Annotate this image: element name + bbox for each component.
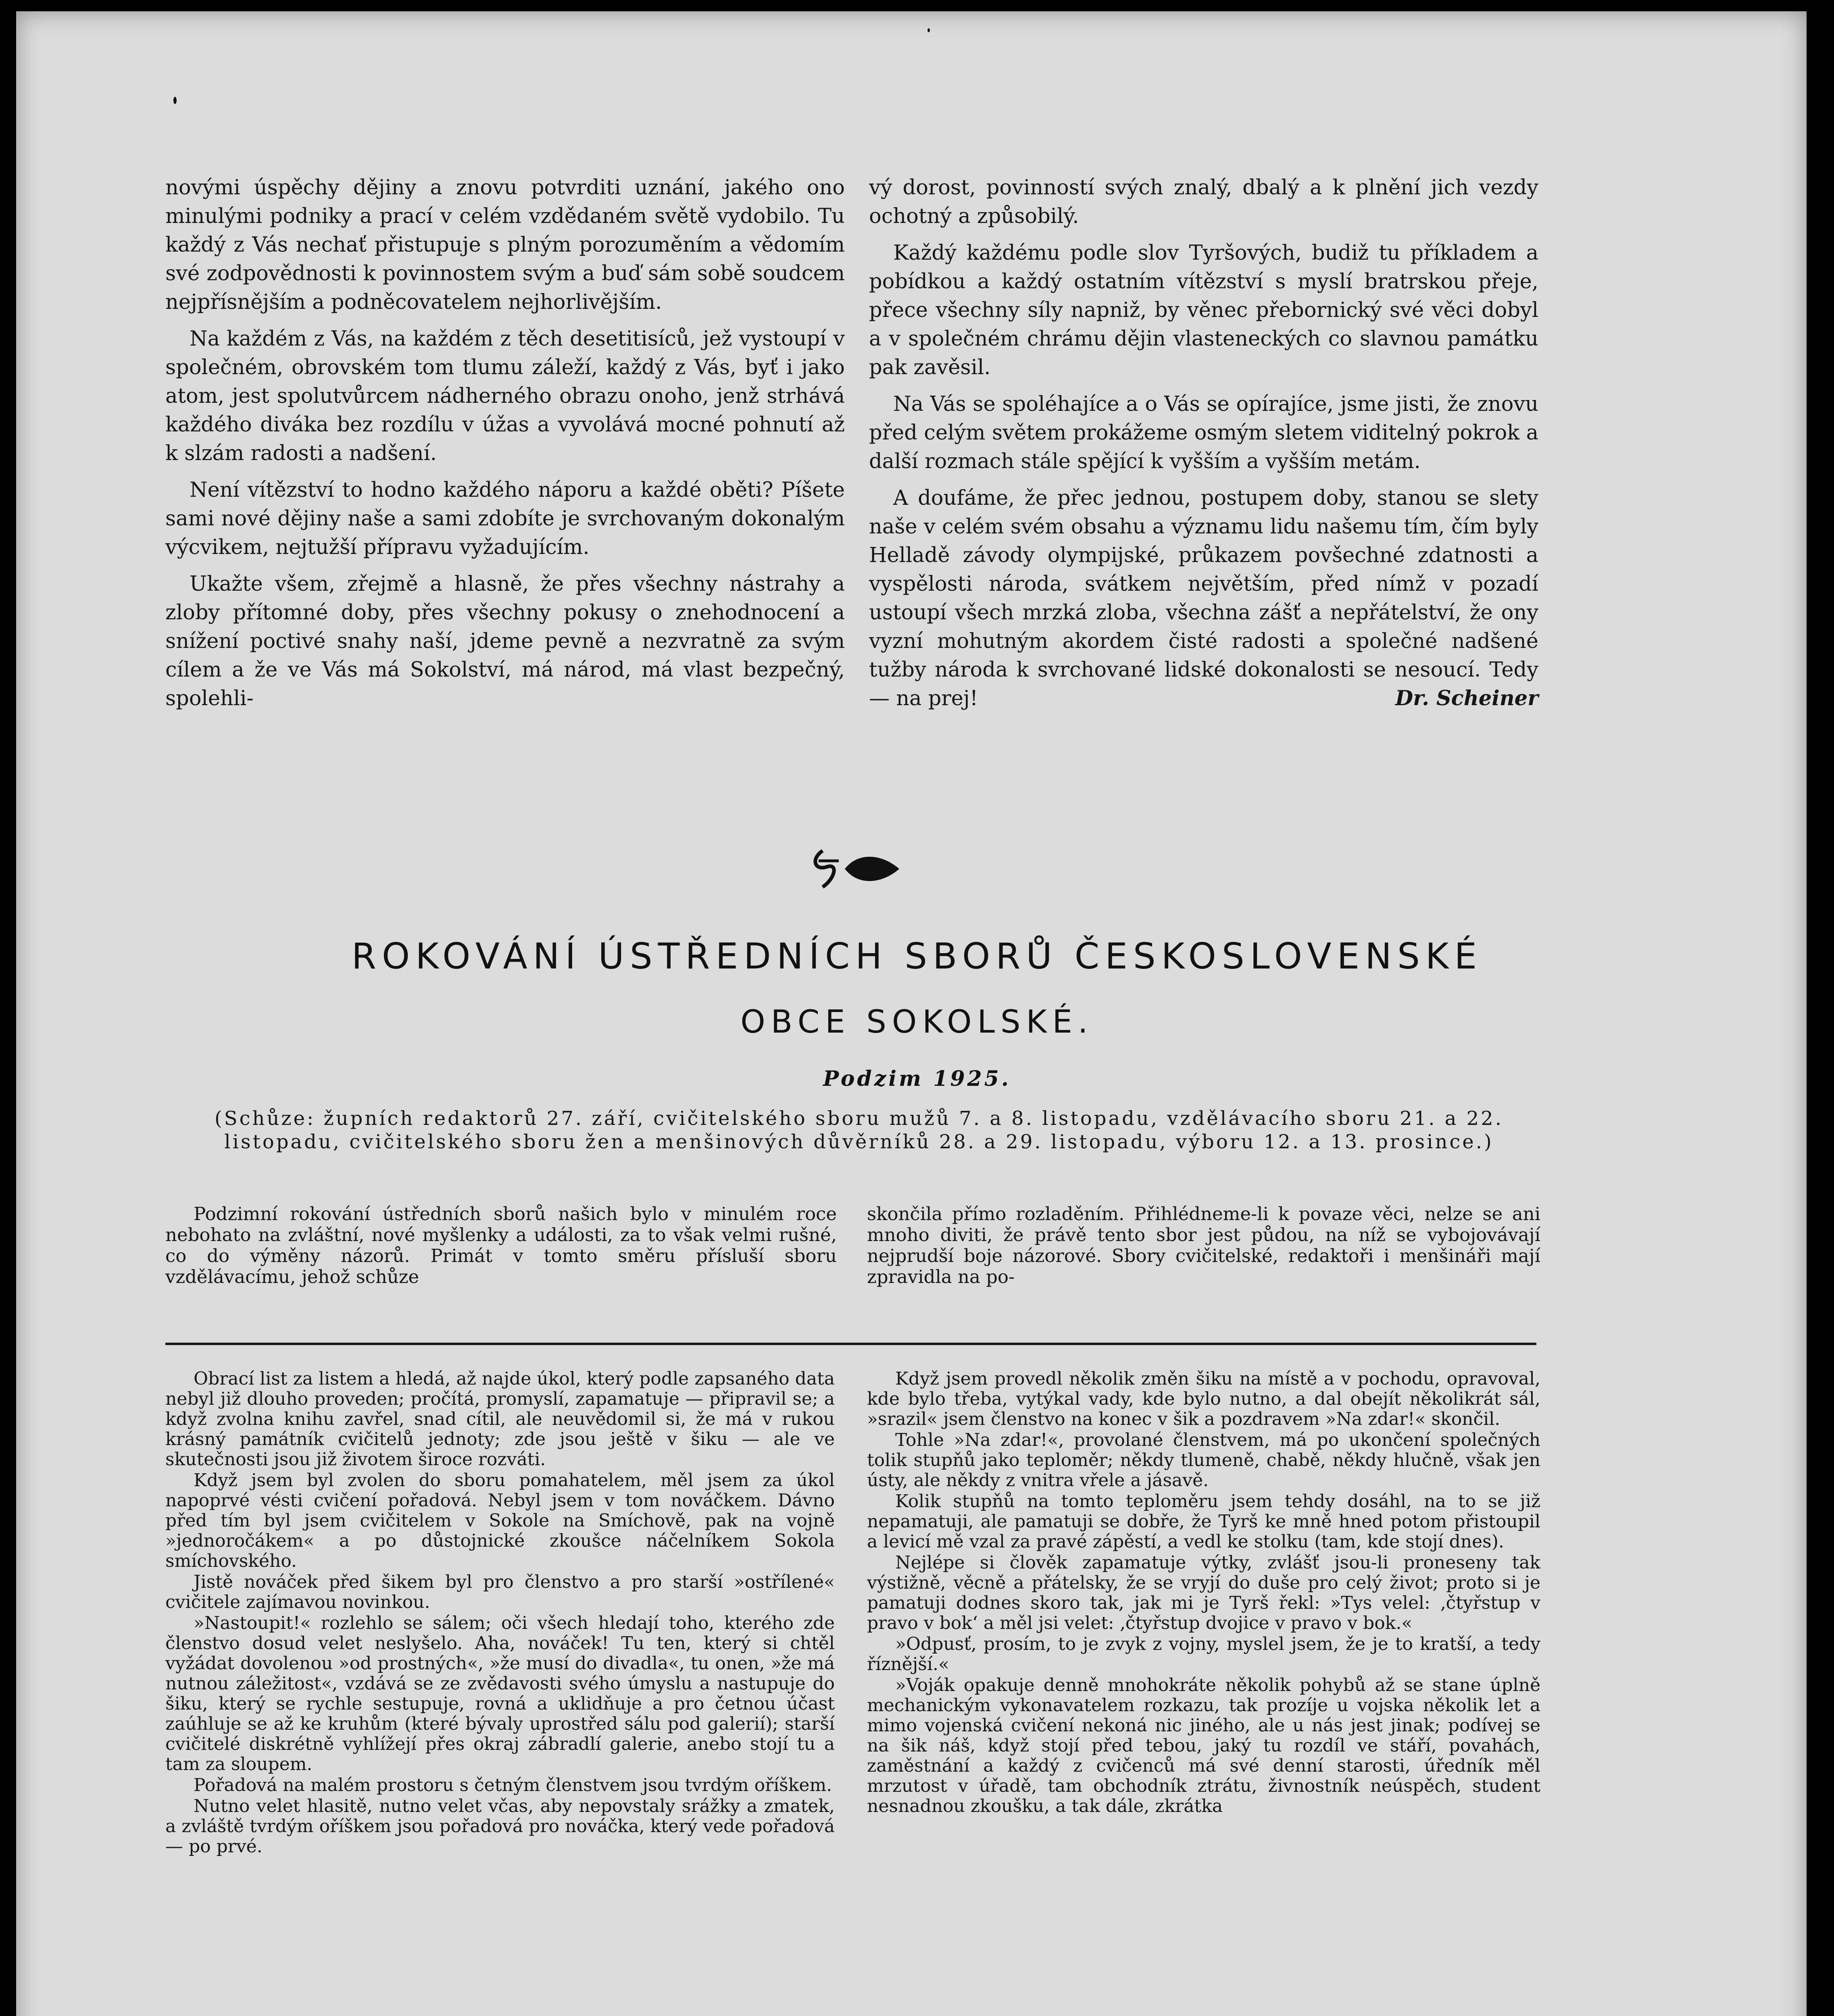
paragraph: novými úspěchy dějiny a znovu potvrditi uznání, jakého ono minulými podniky a prací v celém vzdědaném světě vydobilo. Tu každý z Vás nechať přistupuje s plným porozuměním a vědomím své zodpovědnosti k povinnostem svým a buď sám sobě soudcem nejpřísnějším a podněcovatelem nejhorlivějším. [165, 176, 845, 314]
paragraph: Není vítězství to hodno každého náporu a každé oběti? Píšete sami nové dějiny naše a sami zdobíte je svrchovaným dokonalým výcvikem, nejtužší přípravu vyžadujícím. [165, 478, 845, 559]
paragraph: Ukažte všem, zřejmě a hlasně, že přes všechny nástrahy a zloby přítomné doby, přes všechny pokusy o znehodnocení a snížení poctivé snahy naší, jdeme pevně a nezvratně za svým cílem a že ve Vás má Sokolství, má národ, má vlast bezpečný, spolehli- [165, 572, 845, 710]
article-title: ROKOVÁNÍ ÚSTŘEDNÍCH SBORŮ ČESKOSLOVENSKÉ [351, 935, 1483, 977]
leaf-ornament-icon [807, 843, 907, 895]
memoir-column-left [165, 1369, 835, 1857]
paragraph: »Voják opakuje denně mnohokráte několik pohybů až se stane úplně mechanickým vykonavatelem rozkazu, tak prozíje u vojska několik let a mimo vojenská cvičení nekoná nic jiného, ale u nás jest jinak; podívej se na šik náš, když stojí před tebou, jaký tu rozdíl ve stáří, povahách, zaměstnání a každý z cvičenců má své denní starosti, úředník měl mrzutost v úřadě, tam obchodník ztrátu, živnostník neúspěch, student nesnadnou zkoušku, a tak dále, zkrátka [867, 1675, 1540, 1816]
scan-speck [173, 97, 177, 104]
paragraph: Kolik stupňů na tomto teploměru jsem tehdy dosáhl, na to se již nepamatuji, ale pamatuji se dobře, že Tyrš ke mně hned potom přistoupil a levicí mě vzal za pravé zápěstí, a vedl ke stolku (tam, kde stojí dnes). [867, 1491, 1540, 1552]
paragraph: Pořadová na malém prostoru s četným členstvem jsou tvrdým oříškem. [194, 1775, 832, 1795]
author-signature: Dr. Scheiner [1395, 686, 1538, 710]
paragraph: Jistě nováček před šikem byl pro členstvo a pro starší »ostřílené« cvičitele zajímavou novinkou. [165, 1572, 835, 1612]
paragraph: Když jsem byl zvolen do sboru pomahatelem, měl jsem za úkol napoprvé vésti cvičení pořadová. Nebyl jsem v tom nováčkem. Dávno před tím byl jsem cvičitelem v Sokole na Smíchově, pak na vojně »jednoročákem« a po důstojnické zkoušce náčelníkem Sokola smíchovského. [165, 1470, 835, 1571]
paragraph: Nejlépe si člověk zapamatuje výtky, zvlášť jsou-li proneseny tak výstižně, věcně a přátelsky, že se vryjí do duše pro celý život; proto si je pamatuji dodnes skoro tak, jak mi je Tyrš řekl: »Tys velel: ‚čtyřstup v pravo v bok‘ a měl jsi velet: ‚čtyřstup dvojice v pravo v bok.« [867, 1552, 1540, 1633]
intro-column-left [165, 1204, 837, 1287]
paragraph: Obrací list za listem a hledá, až najde úkol, který podle zapsaného data nebyl již dlouho proveden; pročítá, promyslí, zapamatuje — připravil se; a když zvolna knihu zavřel, snad cítil, ale neuvědomil si, že má v rukou krásný památník cvičitelů jednoty; zde jsou ještě v šiku — ale ve skutečnosti jsou již životem široce rozváti. [165, 1368, 835, 1470]
scan-speck [927, 28, 930, 32]
paragraph: »Odpusť, prosím, to je zvyk z vojny, myslel jsem, že je to kratší, a tedy říznější.« [867, 1634, 1540, 1674]
paragraph: Podzimní rokování ústředních sborů našich bylo v minulém roce nebohato na zvláštní, nové myšlenky a události, za to však velmi rušné, co do výměny názorů. Primát v tomto směru přísluší sboru vzdělávacímu, jehož schůze [165, 1203, 837, 1287]
paragraph: vý dorost, povinností svých znalý, dbalý a k plnění jich vezdy ochotný a způsobilý. [869, 176, 1538, 228]
intro-column-right [867, 1204, 1540, 1287]
memoir-column-right [867, 1369, 1540, 1816]
paragraph: Na Vás se spoléhajíce a o Vás se opírajíce, jsme jisti, že znovu před celým světem prokážeme osmým sletem viditelný pokrok a další rozmach stále spějící k vyšším a vyšším metám. [869, 392, 1538, 473]
paragraph: Když jsem provedl několik změn šiku na místě a v pochodu, opravoval, kde bylo třeba, vytýkal vady, kde bylo nutno, a dal obejít několikrát sál, »srazil« jsem členstvo na konec v šik a pozdravem »Na zdar!« skončil. [867, 1368, 1540, 1429]
paragraph: Na každém z Vás, na každém z těch desetitisíců, jež vystoupí v společném, obrovském tom tlumu záleží, každý z Vás, byť i jako atom, jest spolutvůrcem nádherného obrazu onoho, jenž strhává každého diváka bez rozdílu v úžas a vyvolává mocné pohnutí až k slzám radosti a nadšení. [165, 327, 845, 465]
paragraph [869, 484, 1538, 713]
paragraph: skončila přímo rozladěním. Přihlédneme-li k povaze věci, nelze se ani mnoho diviti, že právě tento sbor jest půdou, na níž se vybojovávají nejprudší boje názorové. Sbory cvičitelské, redaktoři i menšináři mají zpravidla na po- [867, 1203, 1540, 1287]
paragraph: Tohle »Na zdar!«, provolané členstvem, má po ukončení společných tolik stupňů jako teploměr; někdy tlumeně, chabě, někdy hlučně, však jen ústy, ale někdy z vnitra vřele a jásavě. [867, 1430, 1540, 1491]
paragraph: Nutno velet hlasitě, nutno velet včas, aby nepovstaly srážky a zmatek, a zvláště tvrdým oříškem jsou pořadová pro nováčka, který vede pořadová — po prvé. [165, 1796, 835, 1857]
meeting-note: (Schůze: župních redaktorů 27. září, cvičitelského sboru mužů 7. a 8. listopadu, vzdělávacího sboru 21. a 22. listopadu, cvičitelského sboru žen a menšinových důvěrníků 28. a 29. listopadu, výboru 12. a 13. prosince.) [215, 1107, 1503, 1153]
paragraph: Každý každému podle slov Tyršových, budiž tu příkladem a pobídkou a každý ostatním vítězství s myslí bratrskou přeje, přece všechny síly napniž, by věnec přebornický své věci dobyl a v společném chrámu dějin vlasteneckých co slavnou památku pak zavěsil. [869, 241, 1538, 379]
article-column-left [165, 173, 845, 713]
article-title-line2: OBCE SOKOLSKÉ. [740, 1004, 1094, 1040]
article-column-right [869, 173, 1538, 713]
paragraph: »Nastoupit!« rozlehlo se sálem; oči všech hledají toho, kterého zde členstvo dosud velet neslyšelo. Aha, nováček! Tu ten, který si chtěl vyžádat dovolenou »od prostných«, »že musí do divadla«, tu onen, »že má nutnou záležitost«, vzdává se ze zvědavosti svého úmyslu a nastupuje do šiku, který se rychle sestupuje, rovná a uklidňuje a pro četnou účast zaúhluje se až ke kruhům (které bývaly uprostřed sálu pod galerií); starší cvičitelé diskrétně vyhlížejí přes okraj zábradlí galerie, anebo stojí tu a tam za sloupem. [165, 1613, 835, 1774]
section-divider [165, 1343, 1536, 1345]
paragraph-text: A doufáme, že přec jednou, postupem doby, stanou se slety naše v celém svém obsahu a významu lidu našemu tím, čím byly Helladě závody olympijské, průkazem povšechné zdatnosti a vyspělosti národa, svátkem největším, před nímž v pozadí ustoupí všech mrzká zloba, všechna zášť a nepřátelství, že ony vyzní mohutným akordem čisté radosti a společné nadšené tužby národa k svrchované lidské dokonalosti se nesoucí. Tedy — na prej! [869, 486, 1538, 710]
article-date: Podzim 1925. [823, 1066, 1011, 1091]
